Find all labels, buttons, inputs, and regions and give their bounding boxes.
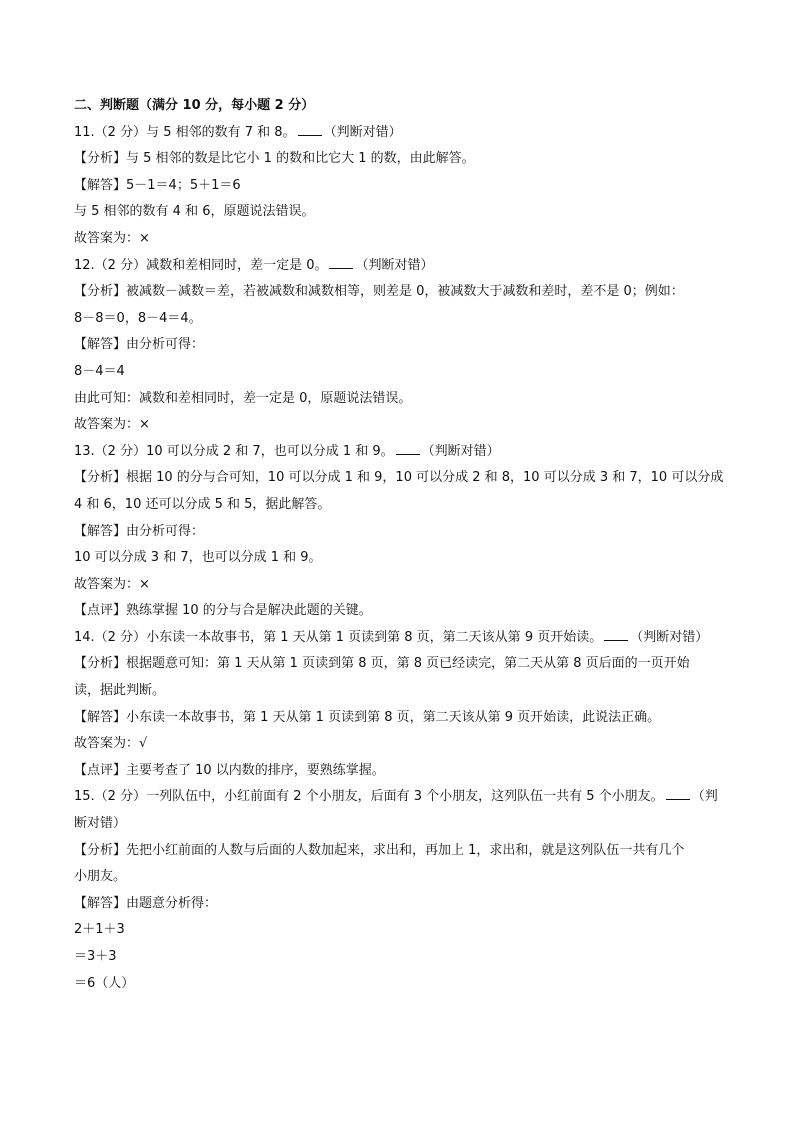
answer-blank-14 (604, 628, 628, 641)
analysis-14-line-2: 读，据此判断。 (74, 683, 166, 699)
analysis-12-line-2: 8－8＝0，8－4＝4。 (74, 310, 202, 326)
question-11-text: 11.（2 分）与 5 相邻的数有 7 和 8。 (74, 124, 296, 140)
solution-11: 【解答】5－1＝4；5＋1＝6 (74, 177, 241, 193)
analysis-12-line-1: 【分析】被减数－减数＝差，若被减数和减数相等，则差是 0，被减数大于减数和差时，差不是 0；例如： (74, 284, 684, 300)
question-14 (74, 625, 724, 652)
answer-blank-12 (329, 256, 353, 269)
comment-14: 【点评】主要考查了 10 以内数的排序，要熟练掌握。 (74, 762, 385, 778)
answer-blank-13 (396, 442, 420, 455)
solution-15-step-2: ＝3＋3 (74, 949, 117, 964)
question-15-hint: （判 (691, 789, 718, 805)
analysis-13-line-1: 【分析】根据 10 的分与合可知，10 可以分成 1 和 9，10 可以分成 2 和 8，10 可以分成 3 和 7，10 可以分成 (74, 470, 724, 486)
section-title: 二、判断题（满分 10 分，每小题 2 分） (74, 98, 315, 113)
analysis-13-line-2: 4 和 6，10 还可以分成 5 和 5，据此解答。 (74, 496, 331, 512)
answer-blank-11 (298, 123, 322, 136)
solution-12-text: 由此可知：减数和差相同时，差一定是 0，原题说法错误。 (74, 390, 412, 406)
question-14-hint: （判断对错） (630, 629, 709, 645)
solution-15-step-3: ＝6（人） (74, 975, 135, 991)
solution-15-step-1: 2＋1＋3 (74, 922, 125, 938)
comment-13: 【点评】熟练掌握 10 的分与合是解决此题的关键。 (74, 603, 372, 619)
analysis-14-line-1: 【分析】根据题意可知：第 1 天从第 1 页读到第 8 页，第 8 页已经读完，第二天从第 8 页后面的一页开始 (74, 656, 690, 672)
answer-blank-15 (666, 787, 690, 800)
question-11-hint: （判断对错） (323, 124, 402, 140)
analysis-15-line-1: 【分析】先把小红前面的人数与后面的人数加起来，求出和，再加上 1，求出和，就是这列队伍一共有几个 (74, 842, 685, 858)
document-page (74, 93, 724, 997)
solution-11-text: 与 5 相邻的数有 4 和 6，原题说法错误。 (74, 204, 315, 220)
solution-15: 【解答】由题意分析得： (74, 895, 218, 911)
solution-13-text: 10 可以分成 3 和 7，也可以分成 1 和 9。 (74, 550, 322, 566)
answer-14: 故答案为：√ (74, 736, 148, 752)
solution-13: 【解答】由分析可得： (74, 523, 205, 539)
question-15-text: 15.（2 分）一列队伍中，小红前面有 2 个小朋友，后面有 3 个小朋友，这列队伍一共有 5 个小朋友。 (74, 789, 664, 805)
answer-12: 故答案为：× (74, 417, 150, 433)
question-15-line-2: 断对错） (74, 816, 127, 832)
answer-11: 故答案为：× (74, 230, 150, 246)
question-15 (74, 784, 724, 811)
answer-13: 故答案为：× (74, 576, 150, 592)
question-12-text: 12.（2 分）减数和差相同时，差一定是 0。 (74, 257, 328, 273)
question-13-hint: （判断对错） (421, 443, 500, 459)
solution-14: 【解答】小东读一本故事书，第 1 天从第 1 页读到第 8 页，第二天该从第 9 页开始读，此说法正确。 (74, 709, 661, 725)
question-12 (74, 253, 724, 280)
question-11 (74, 120, 724, 147)
solution-12-equation: 8－4＝4 (74, 363, 125, 379)
question-13 (74, 439, 724, 466)
question-14-text: 14.（2 分）小东读一本故事书，第 1 天从第 1 页读到第 8 页，第二天该从第 9 页开始读。 (74, 629, 603, 645)
question-13-text: 13.（2 分）10 可以分成 2 和 7，也可以分成 1 和 9。 (74, 443, 394, 459)
analysis-11: 【分析】与 5 相邻的数是比它小 1 的数和比它大 1 的数，由此解答。 (74, 151, 475, 167)
question-12-hint: （判断对错） (355, 257, 434, 273)
analysis-15-line-2: 小朋友。 (74, 869, 127, 885)
solution-12: 【解答】由分析可得： (74, 337, 205, 353)
